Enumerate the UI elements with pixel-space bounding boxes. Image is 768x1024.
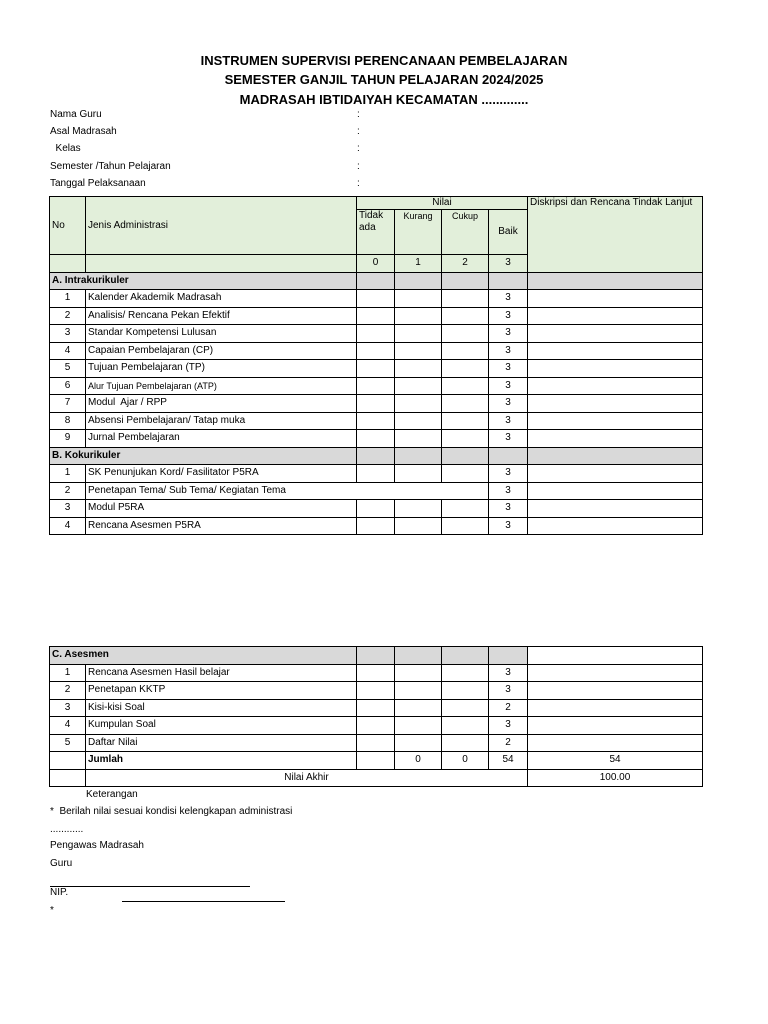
row-no: 5 bbox=[50, 360, 86, 378]
row-diskripsi bbox=[528, 500, 703, 518]
row-cell bbox=[395, 307, 442, 325]
row-cell bbox=[442, 500, 489, 518]
row-cell bbox=[357, 430, 395, 448]
row-diskripsi bbox=[528, 699, 703, 717]
table-row bbox=[50, 325, 703, 343]
row-cell bbox=[442, 360, 489, 378]
row-item: Analisis/ Rencana Pekan Efektif bbox=[86, 307, 357, 325]
section-cell bbox=[395, 647, 442, 665]
row-no: 4 bbox=[50, 517, 86, 535]
row-no: 5 bbox=[50, 734, 86, 752]
row-cell bbox=[395, 682, 442, 700]
section-header-row bbox=[50, 272, 703, 290]
row-cell bbox=[357, 734, 395, 752]
row-cell bbox=[357, 377, 395, 395]
row-item: Tujuan Pembelajaran (TP) bbox=[86, 360, 357, 378]
row-cell bbox=[395, 664, 442, 682]
row-cell bbox=[442, 307, 489, 325]
header-no: No bbox=[50, 197, 86, 255]
row-cell bbox=[50, 769, 86, 787]
row-cell bbox=[395, 500, 442, 518]
row-baik: 3 bbox=[489, 465, 528, 483]
jumlah-baik: 54 bbox=[489, 752, 528, 770]
row-cell bbox=[357, 307, 395, 325]
row-cell bbox=[442, 517, 489, 535]
row-baik: 3 bbox=[489, 517, 528, 535]
table-row bbox=[50, 517, 703, 535]
header-tidak-ada: Tidak ada bbox=[357, 210, 395, 255]
header-diskripsi: Diskripsi dan Rencana Tindak Lanjut bbox=[528, 197, 703, 273]
row-cell bbox=[442, 734, 489, 752]
row-diskripsi bbox=[528, 290, 703, 308]
row-cell bbox=[395, 734, 442, 752]
row-cell bbox=[442, 664, 489, 682]
row-diskripsi bbox=[528, 377, 703, 395]
row-no: 8 bbox=[50, 412, 86, 430]
document-title-line-3: MADRASAH IBTIDAIYAH KECAMATAN ............. bbox=[239, 92, 529, 107]
row-no: 3 bbox=[50, 699, 86, 717]
header-nilai: Nilai bbox=[357, 197, 528, 210]
signature-line bbox=[50, 886, 250, 887]
section-cell bbox=[357, 647, 395, 665]
row-diskripsi bbox=[528, 717, 703, 735]
row-diskripsi bbox=[528, 307, 703, 325]
row-baik: 3 bbox=[489, 500, 528, 518]
row-baik: 3 bbox=[489, 482, 528, 500]
signature-line bbox=[122, 901, 285, 902]
row-no: 9 bbox=[50, 430, 86, 448]
row-cell bbox=[357, 664, 395, 682]
info-label-asal-madrasah: Asal Madrasah bbox=[50, 126, 117, 137]
row-item: Rencana Asesmen P5RA bbox=[86, 517, 357, 535]
row-cell bbox=[395, 717, 442, 735]
supervision-table bbox=[49, 196, 703, 535]
keterangan-label: Keterangan bbox=[86, 789, 138, 800]
score-3: 3 bbox=[489, 255, 528, 273]
row-no: 4 bbox=[50, 342, 86, 360]
row-cell bbox=[395, 517, 442, 535]
keterangan-note: * Berilah nilai sesuai kondisi kelengkapan administrasi bbox=[50, 806, 293, 817]
info-colon: : bbox=[357, 143, 360, 154]
row-item: Penetapan Tema/ Sub Tema/ Kegiatan Tema bbox=[86, 482, 489, 500]
row-item: Modul Ajar / RPP bbox=[86, 395, 357, 413]
row-cell bbox=[357, 395, 395, 413]
row-item: Capaian Pembelajaran (CP) bbox=[86, 342, 357, 360]
section-cell bbox=[528, 447, 703, 465]
row-cell bbox=[442, 430, 489, 448]
row-cell bbox=[442, 342, 489, 360]
header-jenis-administrasi: Jenis Administrasi bbox=[86, 197, 357, 255]
row-no: 1 bbox=[50, 664, 86, 682]
row-cell bbox=[442, 290, 489, 308]
row-no: 3 bbox=[50, 500, 86, 518]
row-item: Penetapan KKTP bbox=[86, 682, 357, 700]
row-cell bbox=[395, 342, 442, 360]
row-baik: 2 bbox=[489, 699, 528, 717]
row-baik: 3 bbox=[489, 682, 528, 700]
header-spacer bbox=[86, 255, 357, 273]
header-cukup: Cukup bbox=[442, 210, 489, 255]
score-2: 2 bbox=[442, 255, 489, 273]
section-cell bbox=[357, 272, 395, 290]
document-title-line-2: SEMESTER GANJIL TAHUN PELAJARAN 2024/2025 bbox=[224, 72, 544, 87]
section-title-kokurikuler: B. Kokurikuler bbox=[50, 447, 357, 465]
row-item: Kisi-kisi Soal bbox=[86, 699, 357, 717]
table-row bbox=[50, 360, 703, 378]
table-row bbox=[50, 500, 703, 518]
info-label-tanggal: Tanggal Pelaksanaan bbox=[50, 178, 146, 189]
row-item: Jurnal Pembelajaran bbox=[86, 430, 357, 448]
row-no: 2 bbox=[50, 682, 86, 700]
row-diskripsi bbox=[528, 360, 703, 378]
row-cell bbox=[442, 717, 489, 735]
row-baik: 3 bbox=[489, 360, 528, 378]
row-item: Rencana Asesmen Hasil belajar bbox=[86, 664, 357, 682]
header-baik: Baik bbox=[489, 210, 528, 255]
row-cell bbox=[395, 395, 442, 413]
row-cell bbox=[357, 412, 395, 430]
row-diskripsi bbox=[528, 342, 703, 360]
nilai-akhir-value: 100.00 bbox=[528, 769, 703, 787]
row-no: 6 bbox=[50, 377, 86, 395]
info-colon: : bbox=[357, 109, 360, 120]
section-cell bbox=[442, 447, 489, 465]
jumlah-cukup: 0 bbox=[442, 752, 489, 770]
jumlah-kurang: 0 bbox=[395, 752, 442, 770]
section-cell bbox=[528, 272, 703, 290]
info-colon: : bbox=[357, 126, 360, 137]
row-diskripsi bbox=[528, 664, 703, 682]
row-item: Modul P5RA bbox=[86, 500, 357, 518]
row-cell bbox=[395, 430, 442, 448]
table-row bbox=[50, 465, 703, 483]
row-cell bbox=[357, 717, 395, 735]
section-cell bbox=[489, 647, 528, 665]
row-cell bbox=[50, 752, 86, 770]
table-row bbox=[50, 482, 703, 500]
row-baik: 3 bbox=[489, 430, 528, 448]
row-no: 1 bbox=[50, 290, 86, 308]
info-label-semester: Semester /Tahun Pelajaran bbox=[50, 161, 171, 172]
row-item: Standar Kompetensi Lulusan bbox=[86, 325, 357, 343]
row-baik: 3 bbox=[489, 664, 528, 682]
row-item: SK Penunjukan Kord/ Fasilitator P5RA bbox=[86, 465, 357, 483]
row-diskripsi bbox=[528, 430, 703, 448]
row-cell bbox=[395, 412, 442, 430]
table-row bbox=[50, 342, 703, 360]
row-diskripsi bbox=[528, 734, 703, 752]
jumlah-row bbox=[50, 752, 703, 770]
row-cell bbox=[357, 699, 395, 717]
row-cell bbox=[442, 465, 489, 483]
placeholder-dots: ............ bbox=[50, 824, 84, 835]
section-title-intrakurikuler: A. Intrakurikuler bbox=[50, 272, 357, 290]
nilai-akhir-row bbox=[50, 769, 703, 787]
table-row bbox=[50, 395, 703, 413]
nilai-akhir-label: Nilai Akhir bbox=[86, 769, 528, 787]
info-label-kelas: Kelas bbox=[50, 143, 81, 154]
section-cell bbox=[528, 647, 703, 665]
document-title-line-1: INSTRUMEN SUPERVISI PERENCANAAN PEMBELAJARAN bbox=[200, 53, 568, 68]
row-baik: 2 bbox=[489, 734, 528, 752]
row-item: Daftar Nilai bbox=[86, 734, 357, 752]
jumlah-label: Jumlah bbox=[86, 752, 357, 770]
row-no: 2 bbox=[50, 307, 86, 325]
row-cell bbox=[442, 412, 489, 430]
table-row bbox=[50, 307, 703, 325]
row-cell bbox=[357, 465, 395, 483]
row-item: Kalender Akademik Madrasah bbox=[86, 290, 357, 308]
score-0: 0 bbox=[357, 255, 395, 273]
row-item: Absensi Pembelajaran/ Tatap muka bbox=[86, 412, 357, 430]
row-diskripsi bbox=[528, 325, 703, 343]
row-baik: 3 bbox=[489, 290, 528, 308]
row-cell bbox=[395, 699, 442, 717]
row-cell bbox=[442, 699, 489, 717]
row-cell bbox=[357, 752, 395, 770]
row-cell bbox=[395, 325, 442, 343]
row-baik: 3 bbox=[489, 717, 528, 735]
section-cell bbox=[489, 447, 528, 465]
section-title-asesmen: C. Asesmen bbox=[50, 647, 357, 665]
section-header-row bbox=[50, 647, 703, 665]
table-row bbox=[50, 717, 703, 735]
section-cell bbox=[442, 647, 489, 665]
table-row bbox=[50, 734, 703, 752]
row-no: 3 bbox=[50, 325, 86, 343]
table-row bbox=[50, 412, 703, 430]
row-cell bbox=[357, 500, 395, 518]
row-cell bbox=[357, 360, 395, 378]
header-kurang: Kurang bbox=[395, 210, 442, 255]
row-cell bbox=[395, 360, 442, 378]
table-row bbox=[50, 430, 703, 448]
row-baik: 3 bbox=[489, 395, 528, 413]
row-diskripsi bbox=[528, 517, 703, 535]
info-colon: : bbox=[357, 161, 360, 172]
row-no: 4 bbox=[50, 717, 86, 735]
section-cell bbox=[395, 447, 442, 465]
row-cell bbox=[395, 465, 442, 483]
pengawas-label: Pengawas Madrasah bbox=[50, 840, 144, 851]
row-baik: 3 bbox=[489, 412, 528, 430]
nip-label: NIP. bbox=[50, 887, 69, 898]
table-row bbox=[50, 682, 703, 700]
asesmen-table bbox=[49, 646, 703, 787]
row-diskripsi bbox=[528, 412, 703, 430]
row-baik: 3 bbox=[489, 307, 528, 325]
header-spacer bbox=[50, 255, 86, 273]
section-cell bbox=[357, 447, 395, 465]
row-cell bbox=[357, 290, 395, 308]
row-diskripsi bbox=[528, 395, 703, 413]
table-row bbox=[50, 377, 703, 395]
row-baik: 3 bbox=[489, 342, 528, 360]
section-header-row bbox=[50, 447, 703, 465]
table-row bbox=[50, 699, 703, 717]
guru-label: Guru bbox=[50, 858, 73, 869]
row-no: 1 bbox=[50, 465, 86, 483]
info-label-nama-guru: Nama Guru bbox=[50, 109, 102, 120]
row-cell bbox=[357, 682, 395, 700]
row-diskripsi bbox=[528, 482, 703, 500]
row-item: Kumpulan Soal bbox=[86, 717, 357, 735]
jumlah-total: 54 bbox=[528, 752, 703, 770]
row-cell bbox=[395, 290, 442, 308]
row-diskripsi bbox=[528, 465, 703, 483]
row-cell bbox=[442, 395, 489, 413]
row-baik: 3 bbox=[489, 377, 528, 395]
section-cell bbox=[489, 272, 528, 290]
footnote-star: * bbox=[50, 905, 54, 916]
table-row bbox=[50, 290, 703, 308]
score-1: 1 bbox=[395, 255, 442, 273]
row-cell bbox=[442, 325, 489, 343]
row-no: 2 bbox=[50, 482, 86, 500]
table-row bbox=[50, 664, 703, 682]
row-cell bbox=[357, 342, 395, 360]
row-baik: 3 bbox=[489, 325, 528, 343]
row-cell bbox=[395, 377, 442, 395]
row-cell bbox=[442, 682, 489, 700]
row-diskripsi bbox=[528, 682, 703, 700]
section-cell bbox=[442, 272, 489, 290]
row-cell bbox=[357, 517, 395, 535]
row-item: Alur Tujuan Pembelajaran (ATP) bbox=[86, 377, 357, 395]
section-cell bbox=[395, 272, 442, 290]
info-colon: : bbox=[357, 178, 360, 189]
row-cell bbox=[442, 377, 489, 395]
row-cell bbox=[357, 325, 395, 343]
row-no: 7 bbox=[50, 395, 86, 413]
